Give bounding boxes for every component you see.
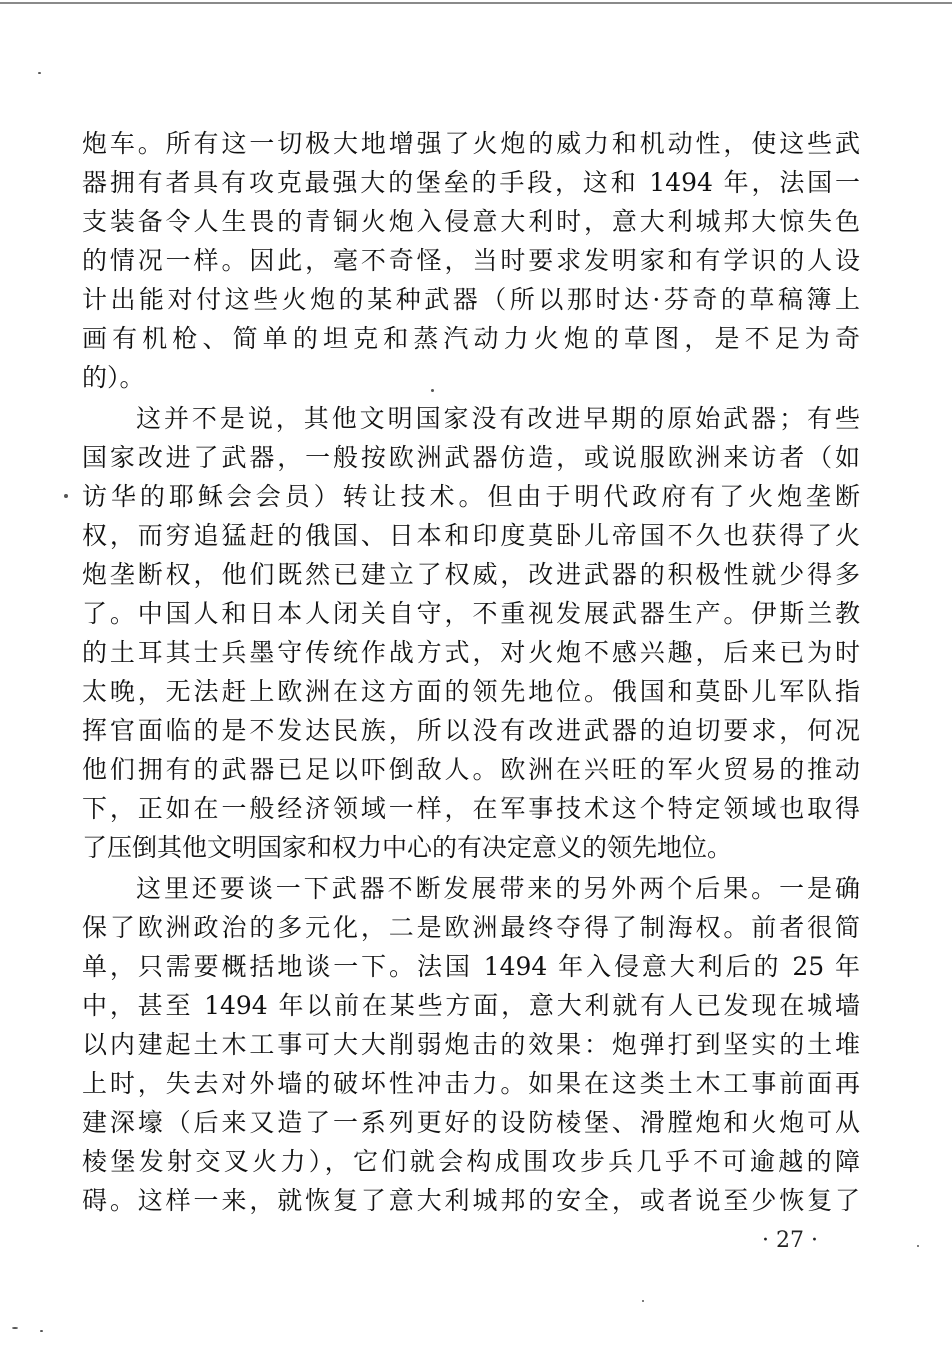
paragraph-1 <box>82 124 860 397</box>
text-line: 这里还要谈一下武器不断发展带来的另外两个后果。一是确 <box>136 874 860 903</box>
book-page-body <box>82 124 860 1220</box>
scan-top-border <box>0 2 952 4</box>
text-line: 碍。这样一来，就恢复了意大利城邦的安全，或者说至少恢复了 <box>82 1186 860 1215</box>
text-line: 太晚，无法赶上欧洲在这方面的领先地位。俄国和莫卧儿军队指 <box>82 677 860 706</box>
text-line: 器拥有者具有攻克最强大的堡垒的手段，这和 1494 年，法国一 <box>82 168 860 197</box>
text-line: 炮垄断权，他们既然已建立了权威，改进武器的积极性就少得多 <box>82 560 860 589</box>
text-line: 以内建起土木工事可大大削弱炮击的效果：炮弹打到坚实的土堆 <box>82 1030 860 1059</box>
text-line: 建深壕（后来又造了一系列更好的设防棱堡、滑膛炮和火炮可从 <box>82 1108 860 1137</box>
text-line: 了压倒其他文明国家和权力中心的有决定意义的领先地位。 <box>82 833 733 862</box>
text-line: 的土耳其士兵墨守传统作战方式，对火炮不感兴趣，后来已为时 <box>82 638 860 667</box>
paragraph-3 <box>82 869 860 1220</box>
paragraph-2 <box>82 399 860 867</box>
text-line: 他们拥有的武器已足以吓倒敌人。欧洲在兴旺的军火贸易的推动 <box>82 755 860 784</box>
text-line: 的）。 <box>82 363 145 392</box>
scan-speck <box>642 1300 644 1302</box>
text-line: 计出能对付这些火炮的某种武器（所以那时达·芬奇的草稿簿上 <box>82 285 860 314</box>
text-line: 画有机枪、简单的坦克和蒸汽动力火炮的草图，是不足为奇 <box>82 324 860 353</box>
text-line: 的情况一样。因此，毫不奇怪，当时要求发明家和有学识的人设 <box>82 246 860 275</box>
scan-speck <box>64 494 68 498</box>
text-line: 支装备令人生畏的青铜火炮入侵意大利时，意大利城邦大惊失色 <box>82 207 860 236</box>
text-line: 中，甚至 1494 年以前在某些方面，意大利就有人已发现在城墙 <box>82 991 860 1020</box>
text-line: 了。中国人和日本人闭关自守，不重视发展武器生产。伊斯兰教 <box>82 599 860 628</box>
text-line: 下，正如在一般经济领域一样，在军事技术这个特定领域也取得 <box>82 794 860 823</box>
text-line: 保了欧洲政治的多元化，二是欧洲最终夺得了制海权。前者很简 <box>82 913 860 942</box>
scan-speck <box>40 1330 43 1332</box>
scan-speck <box>38 72 41 74</box>
scan-speck <box>431 389 434 392</box>
text-line: 挥官面临的是不发达民族，所以没有改进武器的迫切要求，何况 <box>82 716 860 745</box>
text-line: 这并不是说，其他文明国家没有改进早期的原始武器；有些 <box>136 404 860 433</box>
text-line: 单，只需要概括地谈一下。法国 1494 年入侵意大利后的 25 年 <box>82 952 860 981</box>
text-line: 访华的耶稣会会员）转让技术。但由于明代政府有了火炮垄断 <box>82 482 860 511</box>
text-line: 上时，失去对外墙的破坏性冲击力。如果在这类土木工事前面再 <box>82 1069 860 1098</box>
text-line: 国家改进了武器，一般按欧洲武器仿造，或说服欧洲来访者（如 <box>82 443 860 472</box>
scan-speck <box>917 1245 919 1247</box>
text-line: 炮车。所有这一切极大地增强了火炮的威力和机动性，使这些武 <box>82 129 860 158</box>
text-line: 权，而穷追猛赶的俄国、日本和印度莫卧儿帝国不久也获得了火 <box>82 521 860 550</box>
text-line: 棱堡发射交叉火力），它们就会构成围攻步兵几乎不可逾越的障 <box>82 1147 860 1176</box>
page-number: · 27 · <box>762 1228 818 1253</box>
scan-speck <box>12 1327 18 1329</box>
